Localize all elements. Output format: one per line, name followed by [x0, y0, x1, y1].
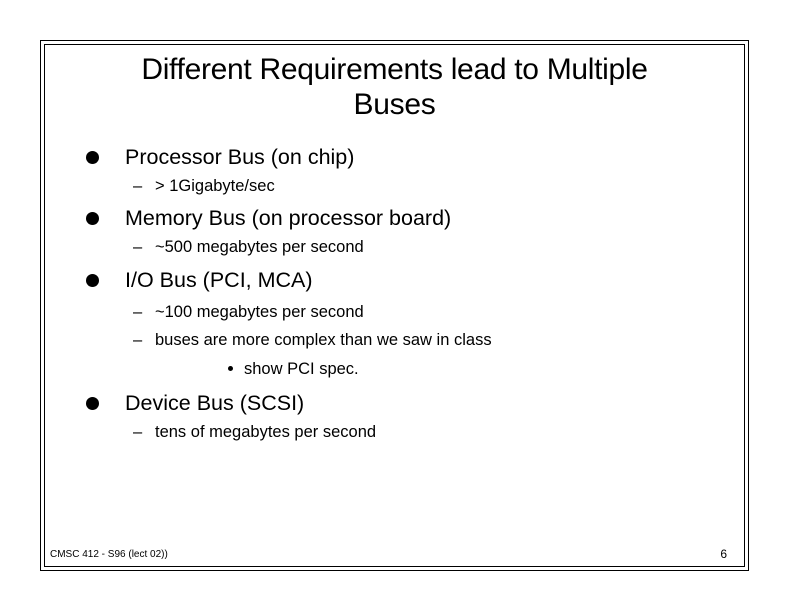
sub-bullet-label: ~100 megabytes per second [155, 303, 364, 321]
slide-title [44, 52, 745, 122]
dash-marker: – [133, 423, 143, 441]
dash-marker: – [133, 331, 143, 349]
small-bullet-dot-icon [228, 366, 233, 371]
dash-marker: – [133, 177, 143, 195]
bullet-label: Memory Bus (on processor board) [125, 206, 452, 230]
dash-marker: – [133, 238, 143, 256]
sub-bullet-label: ~500 megabytes per second [155, 238, 364, 256]
footer-course-label: CMSC 412 - S96 (lect 02)) [50, 549, 168, 560]
slide-title-line-1: Different Requirements lead to Multiple [141, 53, 648, 86]
slide-inner-border [44, 44, 745, 567]
sub-bullet-label: > 1Gigabyte/sec [155, 177, 275, 195]
bullet-label: Processor Bus (on chip) [125, 145, 355, 169]
dash-marker: – [133, 303, 143, 321]
slide-title-line-2: Buses [353, 88, 436, 121]
sub-bullet-label: buses are more complex than we saw in class [155, 331, 492, 349]
bullet-dot-icon [86, 151, 99, 164]
sub-sub-bullet-label: show PCI spec. [244, 360, 359, 378]
bullet-label: Device Bus (SCSI) [125, 391, 305, 415]
bullet-dot-icon [86, 212, 99, 225]
bullet-dot-icon [86, 274, 99, 287]
sub-bullet-label: tens of megabytes per second [155, 423, 377, 441]
bullet-dot-icon [86, 397, 99, 410]
page-number: 6 [720, 547, 727, 561]
bullet-label: I/O Bus (PCI, MCA) [125, 268, 313, 292]
